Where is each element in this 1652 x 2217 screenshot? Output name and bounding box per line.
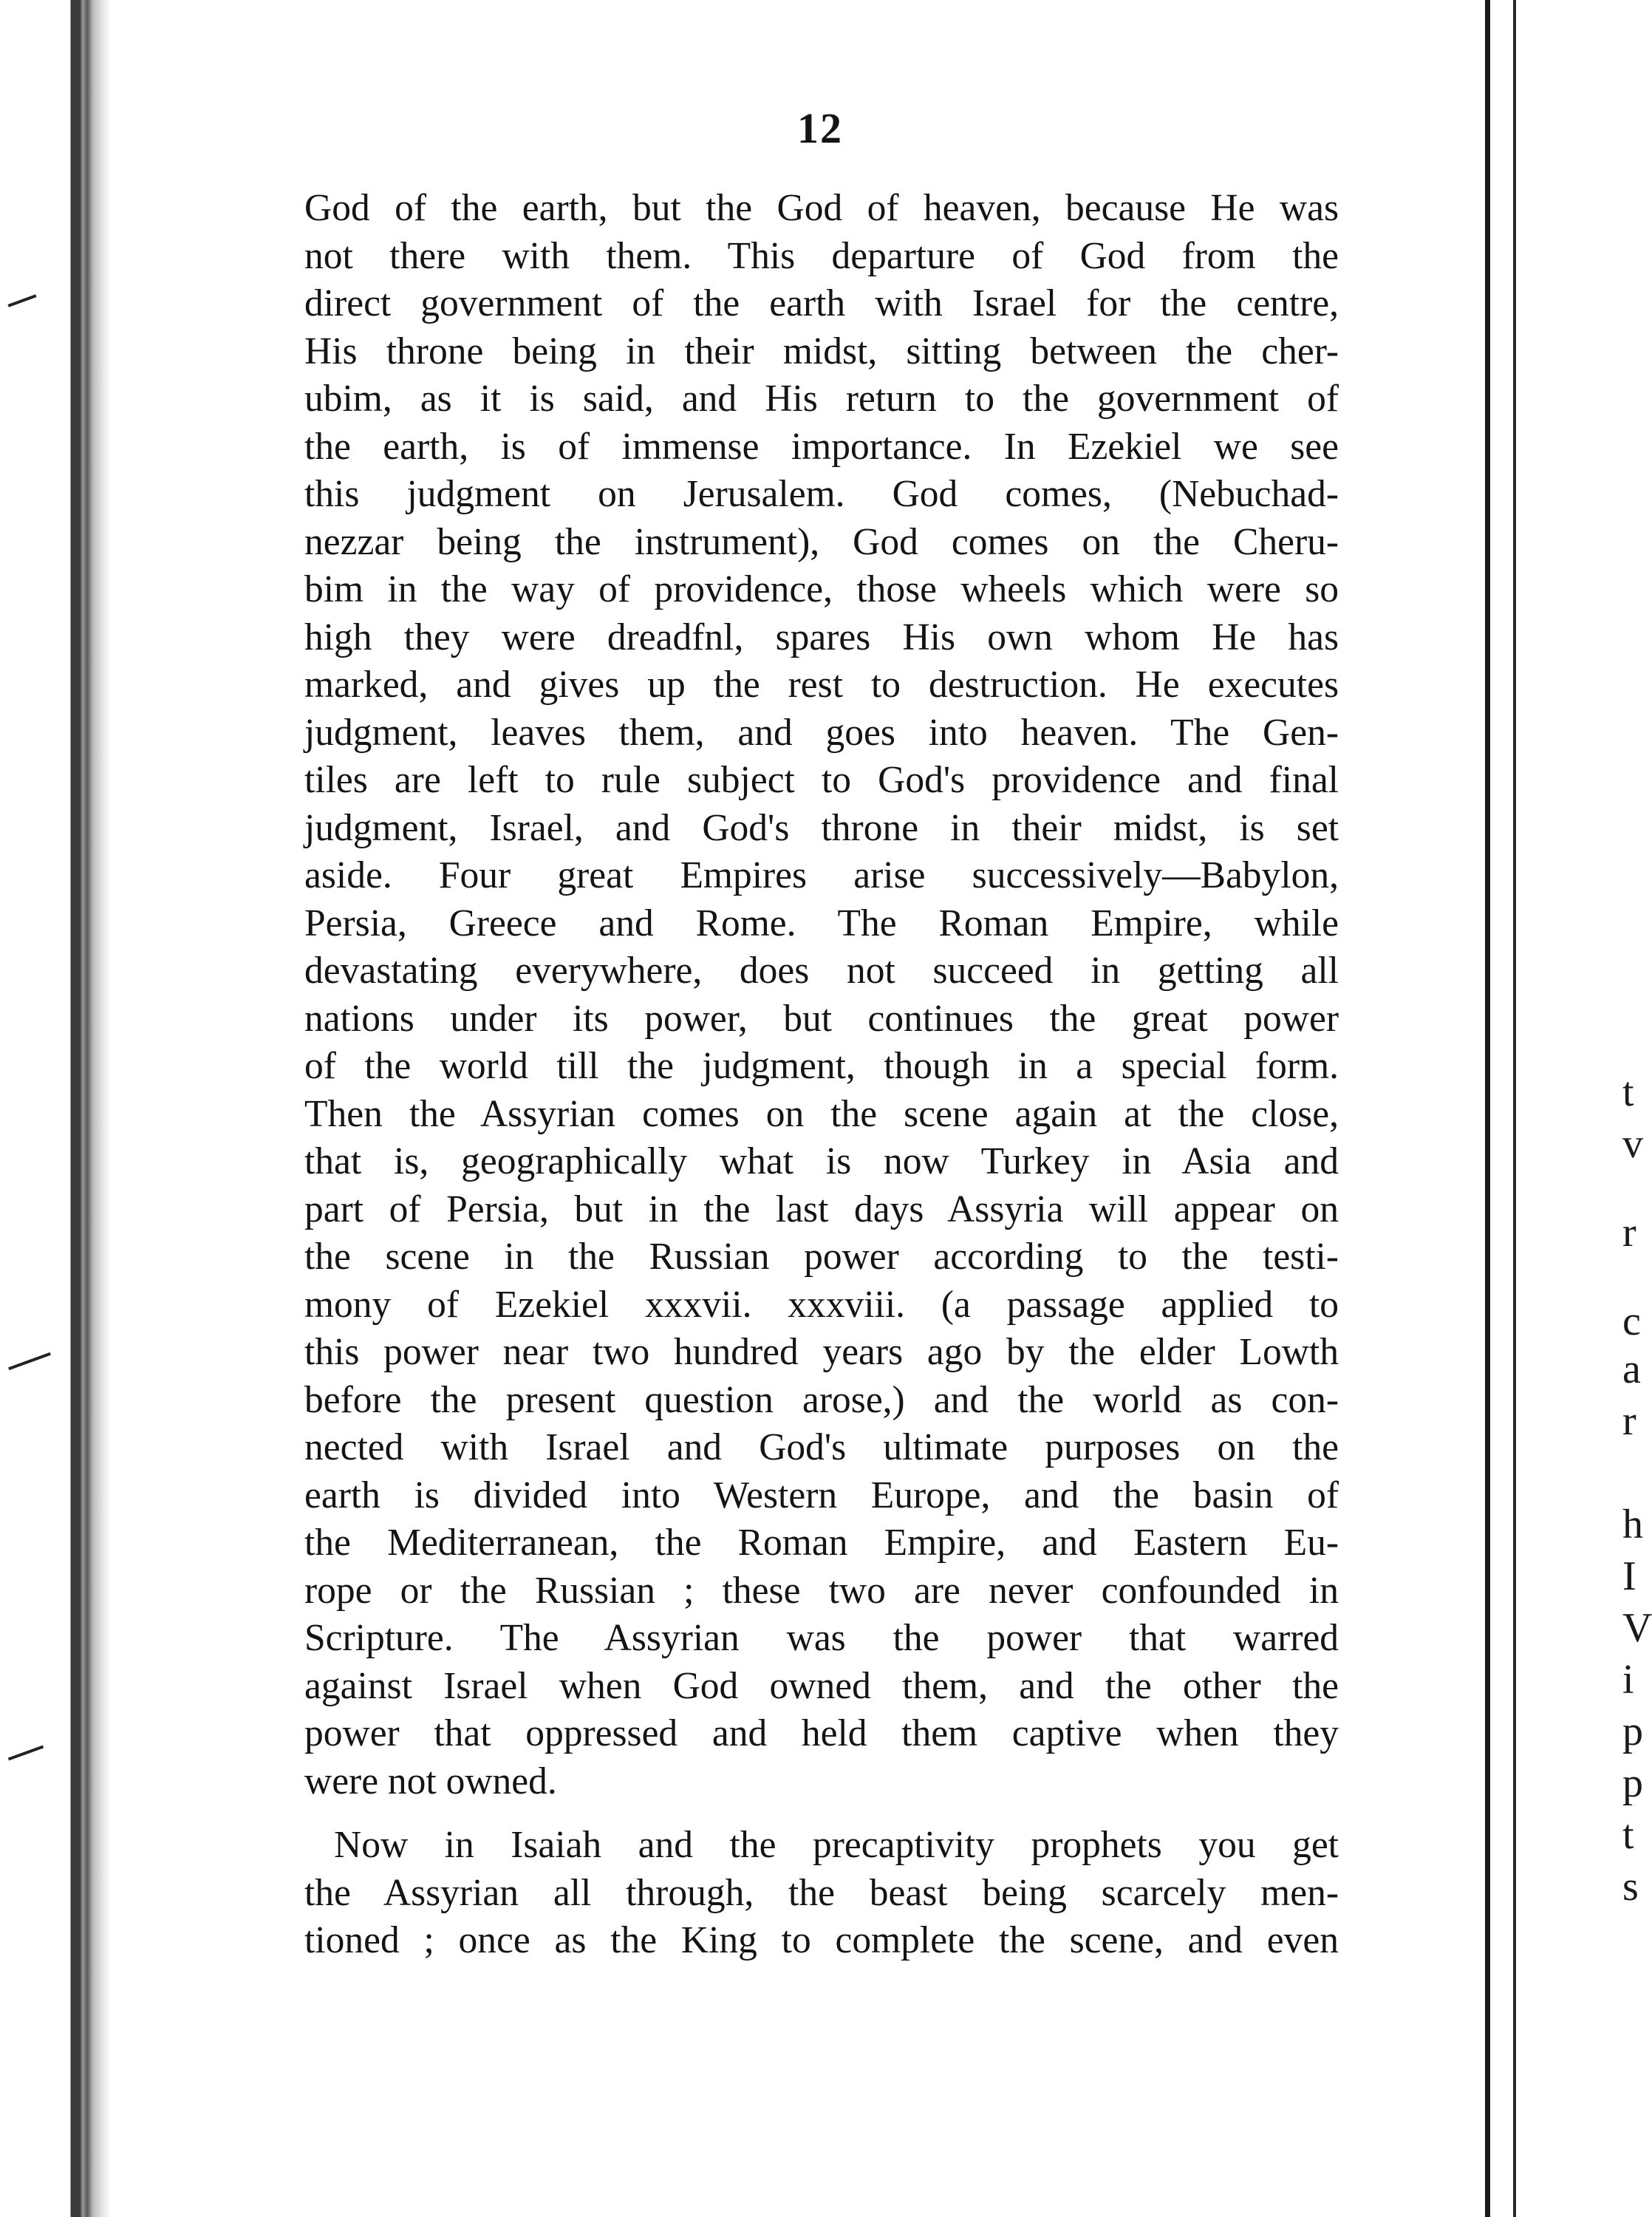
next-page-letter: I [1622, 1553, 1636, 1599]
text-line: aside. Four great Empires arise successively—Babylon, [304, 854, 1339, 896]
text-line: this power near two hundred years ago by the elder Lowth [304, 1331, 1339, 1373]
text-line: nected with Israel and God's ultimate purposes on the [304, 1426, 1339, 1468]
text-line: Then the Assyrian comes on the scene again at the close, [304, 1092, 1339, 1135]
text-line: marked, and gives up the rest to destruction. He executes [304, 664, 1339, 706]
text-line: God of the earth, but the God of heaven, because He was [304, 187, 1339, 229]
scan-mark [8, 294, 37, 307]
text-line: rope or the Russian ; these two are never confounded in [304, 1569, 1339, 1612]
text-line: were not owned. [304, 1760, 557, 1802]
text-line: tiles are left to rule subject to God's providence and final [304, 759, 1339, 801]
next-page-letter: p [1622, 1760, 1643, 1806]
book-gutter-left [0, 0, 111, 2217]
next-page-fragment [1622, 0, 1652, 2217]
next-page-letter: t [1622, 1069, 1634, 1115]
next-page-letter: a [1622, 1346, 1641, 1392]
text-line: of the world till the judgment, though in a special form. [304, 1045, 1339, 1087]
text-line: against Israel when God owned them, and the other the [304, 1664, 1339, 1707]
scan-mark [8, 1746, 44, 1761]
text-line: that is, geographically what is now Turkey in Asia and [304, 1140, 1339, 1182]
text-line: nations under its power, but continues the great power [304, 997, 1339, 1040]
text-line: the scene in the Russian power according to the testi- [304, 1236, 1339, 1278]
text-line: earth is divided into Western Europe, and the basin of [304, 1474, 1339, 1516]
page-edge-right [1485, 0, 1490, 2217]
next-page-letter: t [1622, 1812, 1634, 1858]
next-page-letter: v [1622, 1121, 1643, 1167]
text-line: Persia, Greece and Rome. The Roman Empire, while [304, 902, 1339, 944]
text-line: nezzar being the instrument), God comes on the Cheru- [304, 520, 1339, 563]
text-line: the earth, is of immense importance. In Ezekiel we see [304, 425, 1339, 468]
text-line: power that oppressed and held them captive when they [304, 1712, 1339, 1754]
text-line: mony of Ezekiel xxxvii. xxxviii. (a passage applied to [304, 1283, 1339, 1326]
text-line: judgment, leaves them, and goes into heaven. The Gen- [304, 711, 1339, 754]
page-number: 12 [797, 104, 843, 152]
text-line: devastating everywhere, does not succeed in getting all [304, 950, 1339, 992]
text-line: Now in Isaiah and the precaptivity prophets you get [334, 1824, 1339, 1866]
text-line: this judgment on Jerusalem. God comes, (Nebuchad- [304, 473, 1339, 515]
text-line: the Mediterranean, the Roman Empire, and Eastern Eu- [304, 1522, 1339, 1564]
text-line: Scripture. The Assyrian was the power that warred [304, 1617, 1339, 1659]
text-line: the Assyrian all through, the beast being scarcely men- [304, 1871, 1339, 1914]
next-page-letter: s [1622, 1864, 1639, 1910]
next-page-letter: c [1622, 1298, 1641, 1344]
text-line: direct government of the earth with Israel for the centre, [304, 282, 1339, 324]
text-line: judgment, Israel, and God's throne in their midst, is set [304, 806, 1339, 849]
next-page-letter: r [1622, 1210, 1636, 1256]
text-line: tioned ; once as the King to complete the scene, and even [304, 1919, 1339, 1961]
page-edge-shadow [1513, 0, 1516, 2217]
scan-mark [8, 1352, 51, 1370]
next-page-letter: h [1622, 1502, 1643, 1547]
next-page-letter: i [1622, 1657, 1634, 1703]
paragraph-gap [304, 1805, 1339, 1822]
text-line: part of Persia, but in the last days Assyria will appear on [304, 1188, 1339, 1230]
next-page-letter: r [1622, 1398, 1636, 1444]
body-text [304, 185, 1339, 1965]
text-line: before the present question arose,) and the world as con- [304, 1378, 1339, 1421]
text-line: His throne being in their midst, sitting between the cher- [304, 330, 1339, 372]
next-page-letter: V [1622, 1605, 1652, 1651]
text-line: high they were dreadfnl, spares His own whom He has [304, 616, 1339, 658]
next-page-letter: p [1622, 1709, 1643, 1754]
text-line: not there with them. This departure of God from the [304, 234, 1339, 277]
text-line: bim in the way of providence, those wheels which were so [304, 568, 1339, 610]
text-line: ubim, as it is said, and His return to the government of [304, 378, 1339, 420]
